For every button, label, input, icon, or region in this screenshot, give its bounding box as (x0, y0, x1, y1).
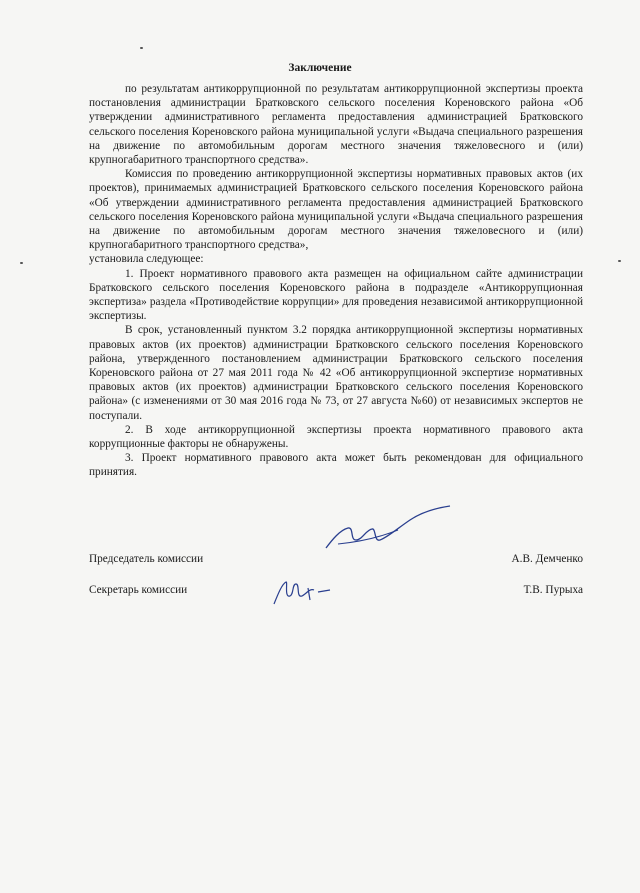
finding-2: 2. В ходе антикоррупционной экспертизы проекта нормативного правового акта коррупционные факторы не обнаружены. (89, 423, 583, 451)
commission-paragraph: Комиссия по проведению антикоррупционной экспертизы нормативных правовых актов (их проектов), принимаемых администрацией Братковского сельского поселения Кореновского района «Об утверждении административного регламента предоставления администрацией Братковского сельского поселения Кореновского района муниципальной услуги «Выдача специального разрешения на движение по автомобильным дорогам местного значения тяжеловесного и (или) крупногабаритного транспортного средства», (89, 168, 583, 252)
chairman-name: А.В. Демченко (511, 553, 583, 565)
secretary-signature (270, 574, 340, 610)
secretary-name: Т.В. Пурыха (523, 584, 583, 596)
chairman-role: Председатель комиссии (89, 553, 204, 565)
document-title: Заключение (288, 62, 352, 74)
finding-deadline: В срок, установленный пунктом 3.2 порядка антикоррупционной экспертизы нормативных правовых актов (их проектов) администрации Братковского сельского поселения Кореновского района, утвержденного постановлением администрации Братковского сельского поселения Кореновского района от 27 мая 2011 года № 42 «Об антикоррупционной экспертизе нормативных правовых актов (их проектов) администрации Братковского сельского поселения Кореновского района» (с изменениями от 30 мая 2016 года № 73, от 27 августа №60) от независимых экспертов не поступали. (89, 324, 583, 422)
intro-paragraph: по результатам антикоррупционной по результатам антикоррупционной экспертизы проекта постановления администрации Братковского сельского поселения Кореновского района «Об утверждении административного регламента предоставления администрацией Братковского сельского поселения Кореновского района муниципальной услуги «Выдача специального разрешения на движение по автомобильным дорогам местного значения тяжеловесного и (или) крупногабаритного транспортного средства». (89, 83, 583, 167)
established-line: установила следующее: (89, 253, 204, 266)
scan-speck (20, 262, 23, 264)
finding-1: 1. Проект нормативного правового акта размещен на официальном сайте администрации Братковского сельского поселения Кореновского района в подразделе «Антикоррупционная экспертиза» раздела «Противодействие коррупции» для проведения независимой антикоррупционной экспертизы. (89, 267, 583, 323)
finding-3: 3. Проект нормативного правового акта может быть рекомендован для официального принятия. (89, 452, 583, 479)
chairman-signature (318, 500, 458, 560)
secretary-role: Секретарь комиссии (89, 584, 188, 596)
scan-speck (140, 47, 143, 49)
document-body (89, 82, 583, 480)
scan-speck (618, 260, 621, 262)
